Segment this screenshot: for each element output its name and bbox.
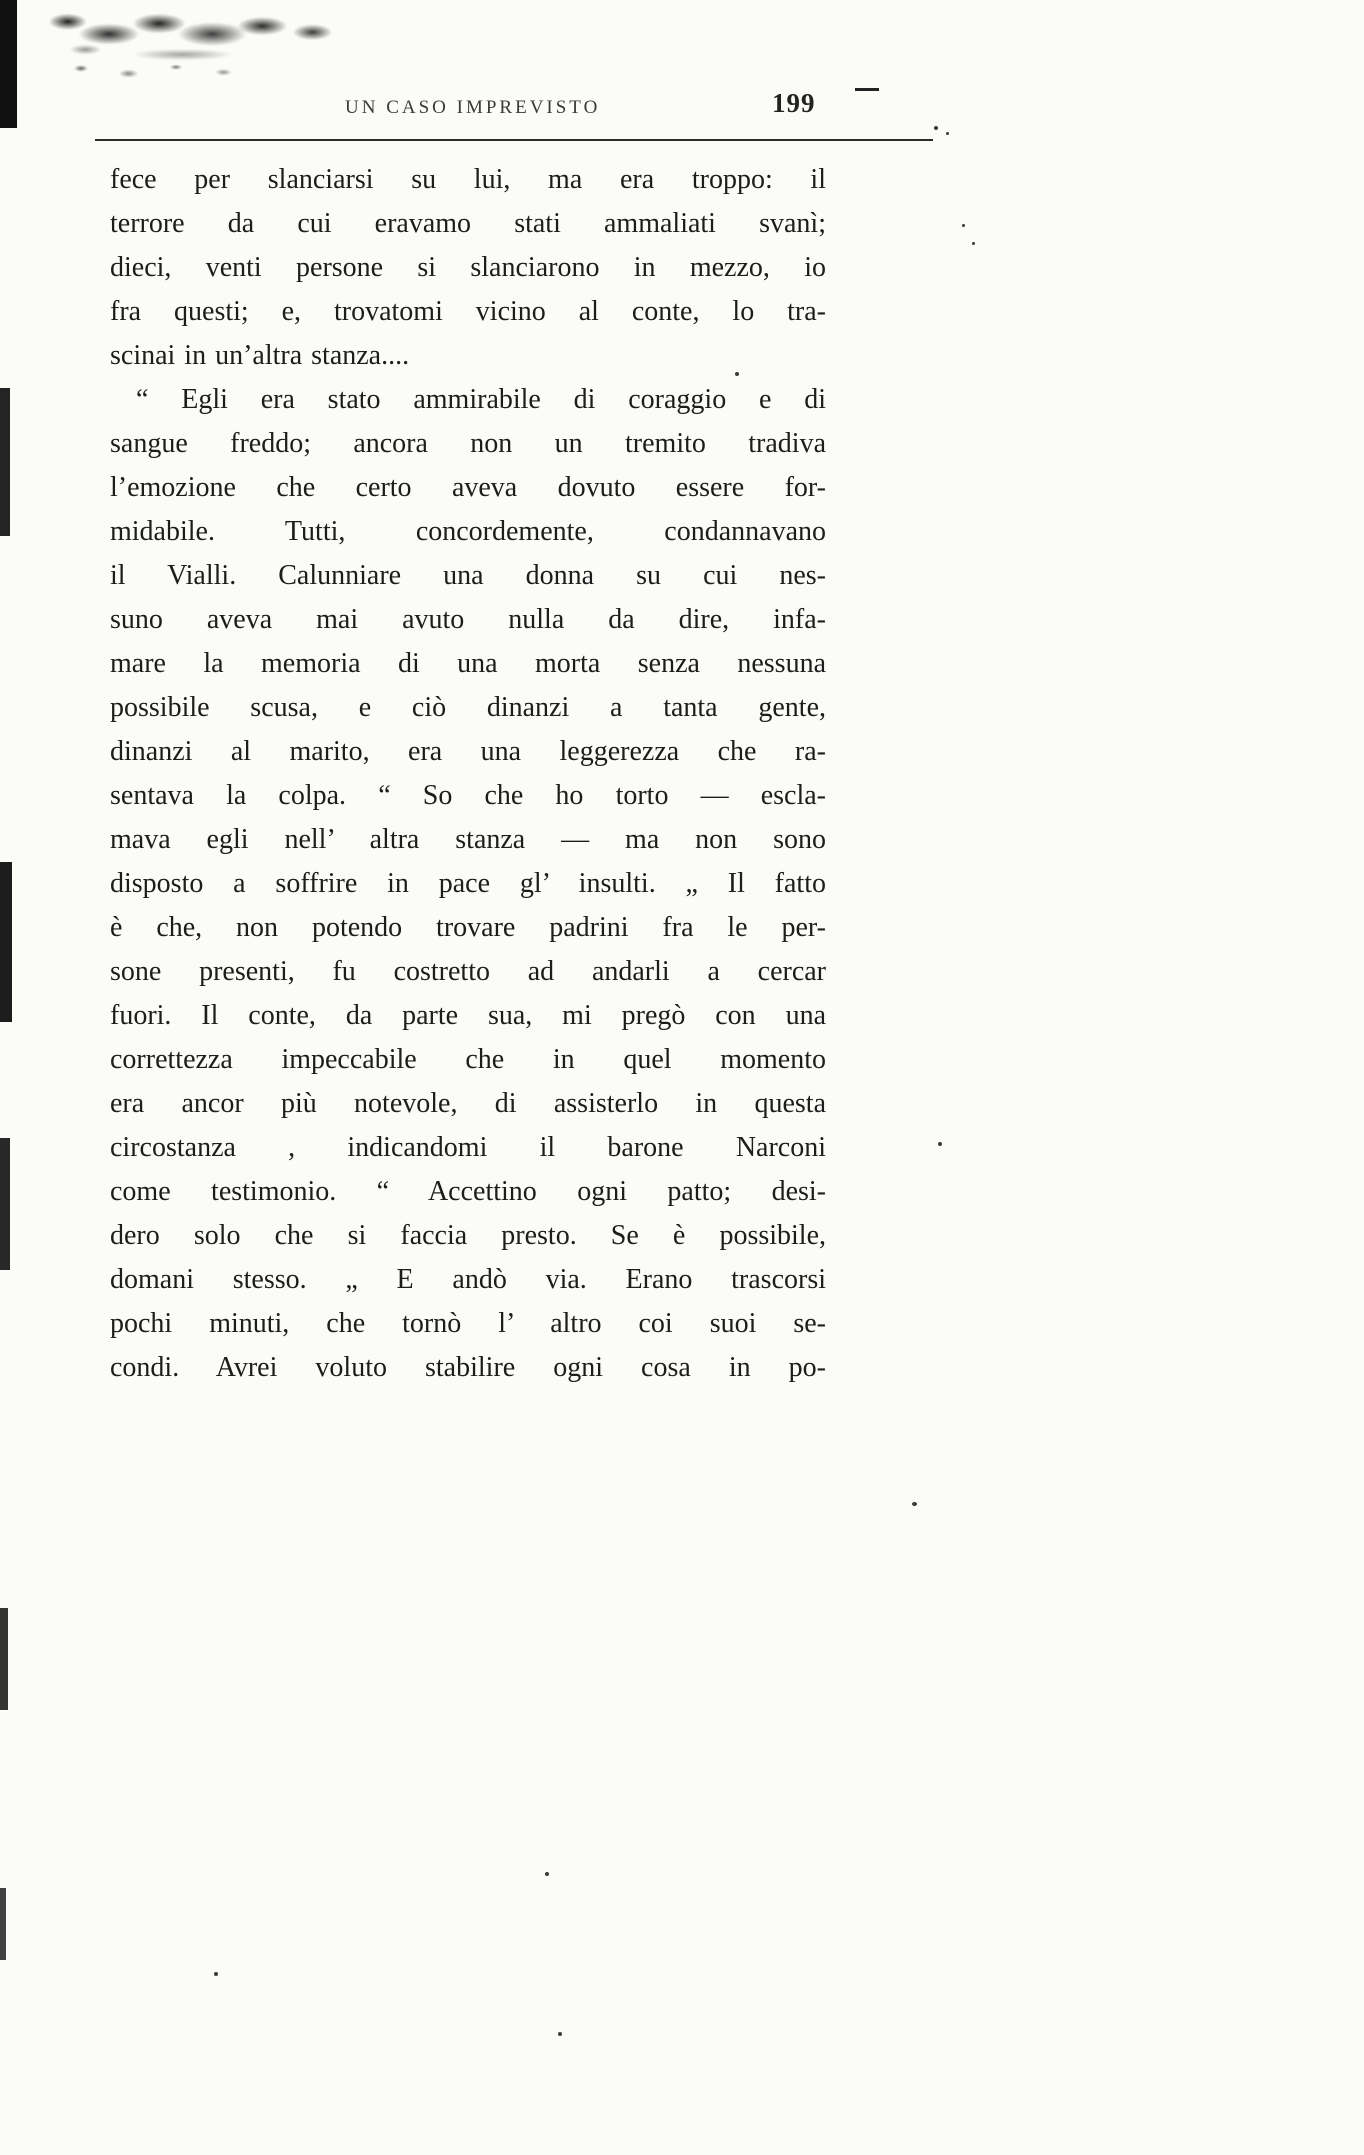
text-line: fuori. Il conte, da parte sua, mi pregò con una [110,1000,826,1031]
scan-speck [545,1872,549,1876]
text-line: disposto a soffrire in pace gl’ insulti. „ Il fatto [110,868,826,899]
text-line: possibile scusa, e ciò dinanzi a tanta gente, [110,692,826,723]
text-line: dinanzi al marito, era una leggerezza che ra- [110,736,826,767]
scan-speck [912,1502,917,1506]
scan-speck [558,2032,562,2036]
text-line: midabile. Tutti, concordemente, condannavano [110,516,826,547]
binding-shadow-mark [0,1608,8,1710]
text-line: terrore da cui eravamo stati ammaliati svanì; [110,208,826,239]
binding-shadow-mark [0,862,12,1022]
scan-ink-dots [62,58,252,84]
text-line: è che, non potendo trovare padrini fra le per- [110,912,826,943]
text-line: condi. Avrei voluto stabilire ogni cosa in po- [110,1352,826,1383]
text-line: era ancor più notevole, di assisterlo in questa [110,1088,826,1119]
body-text [110,158,826,1390]
scan-ink-smudge [50,0,345,62]
running-title: UN CASO IMPREVISTO [345,97,601,118]
text-line: fra questi; e, trovatomi vicino al conte, lo tra- [110,296,826,327]
binding-shadow-mark [0,388,10,536]
text-line: sentava la colpa. “ So che ho torto — escla- [110,780,826,811]
text-line: circostanza , indicandomi il barone Narconi [110,1132,826,1163]
scan-dash-mark [855,88,879,91]
text-line: pochi minuti, che tornò l’ altro coi suoi se- [110,1308,826,1339]
binding-shadow-mark [0,0,17,128]
scan-speck [946,132,949,135]
scan-speck [938,1142,942,1146]
header-rule [95,139,933,141]
text-line: dero solo che si faccia presto. Se è possibile, [110,1220,826,1251]
text-line: mava egli nell’ altra stanza — ma non sono [110,824,826,855]
text-line: mare la memoria di una morta senza nessuna [110,648,826,679]
page-number: 199 [772,88,816,118]
text-line: sone presenti, fu costretto ad andarli a cercar [110,956,826,987]
scan-speck [962,224,965,227]
text-line: l’emozione che certo aveva dovuto essere for- [110,472,826,503]
text-line: il Vialli. Calunniare una donna su cui nes- [110,560,826,591]
text-line: suno aveva mai avuto nulla da dire, infa- [110,604,826,635]
scan-speck [934,126,938,130]
binding-shadow-mark [0,1138,10,1270]
text-line: dieci, venti persone si slanciarono in mezzo, io [110,252,826,283]
text-line: “ Egli era stato ammirabile di coraggio e di [136,384,826,415]
scan-speck [214,1972,218,1976]
text-line: come testimonio. “ Accettino ogni patto; desi- [110,1176,826,1207]
scan-speck [972,242,975,245]
binding-shadow-mark [0,1888,6,1960]
text-line: correttezza impeccabile che in quel momento [110,1044,826,1075]
text-line: domani stesso. „ E andò via. Erano trascorsi [110,1264,826,1295]
text-line: fece per slanciarsi su lui, ma era troppo: il [110,164,826,195]
text-line: scinai in un’altra stanza.... [110,340,410,371]
text-line: sangue freddo; ancora non un tremito tradiva [110,428,826,459]
